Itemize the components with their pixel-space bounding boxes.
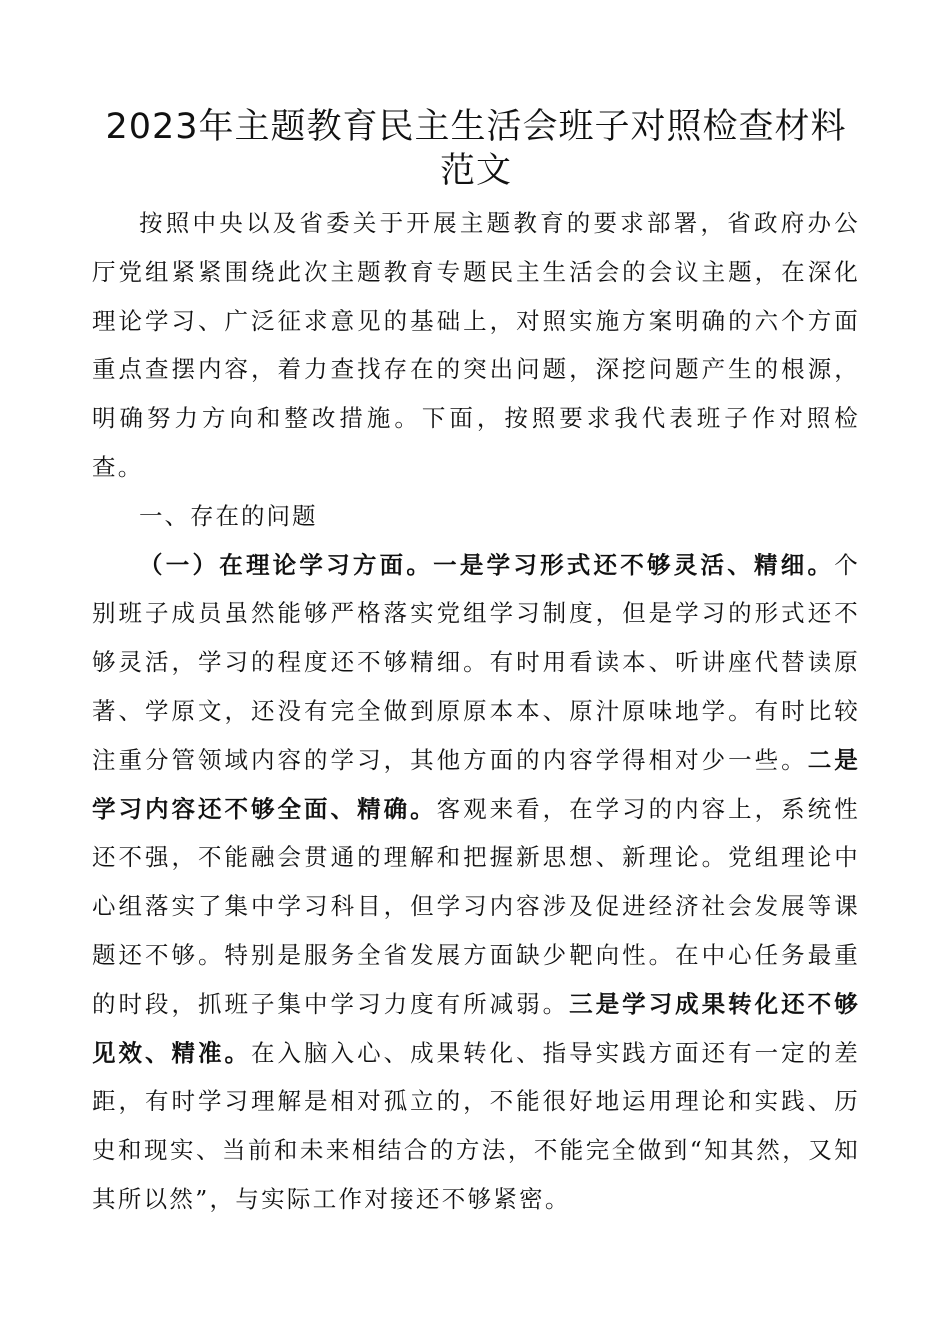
subsection-theory-study-paragraph	[92, 541, 860, 1224]
point-2-title: 二是学习内容还不够全面、精确。	[92, 745, 860, 823]
document-title: 2023年主题教育民主生活会班子对照检查材料范文	[105, 107, 847, 191]
subsection-heading: （一）在理论学习方面。	[139, 550, 434, 579]
document-page	[92, 105, 860, 1224]
point-3-title: 三是学习成果转化还不够见效、精准。	[92, 989, 860, 1067]
point-3-text: 在入脑入心、成果转化、指导实践方面还有一定的差距，有时学习理解是相对孤立的，不能很好地运用理论和实践、历史和现实、当前和未来相结合的方法，不能完全做到“知其然，又知其所以然”，与实际工作对接还不够紧密。	[92, 1038, 860, 1213]
point-1-text: 个别班子成员虽然能够严格落实党组学习制度，但是学习的形式还不够灵活，学习的程度还不够精细。有时用看读本、听讲座代替读原著、学原文，还没有完全做到原原本本、原汁原味地学。有时比较注重分管领域内容的学习，其他方面的内容学得相对少一些。	[92, 550, 860, 774]
intro-paragraph: 按照中央以及省委关于开展主题教育的要求部署，省政府办公厅党组紧紧围绕此次主题教育专题民主生活会的会议主题，在深化理论学习、广泛征求意见的基础上，对照实施方案明确的六个方面重点查摆内容，着力查找存在的突出问题，深挖问题产生的根源，明确努力方向和整改措施。下面，按照要求我代表班子作对照检查。	[92, 209, 860, 481]
section-heading-problems: 一、存在的问题	[139, 501, 318, 530]
point-2-text: 客观来看，在学习的内容上，系统性还不强，不能融会贯通的理解和把握新思想、新理论。党组理论中心组落实了集中学习科目，但学习内容涉及促进经济社会发展等课题还不够。特别是服务全省发展方面缺少靶向性。在中心任务最重的时段，抓班子集中学习力度有所减弱。	[92, 794, 860, 1018]
point-1-title: 一是学习形式还不够灵活、精细。	[433, 550, 835, 579]
